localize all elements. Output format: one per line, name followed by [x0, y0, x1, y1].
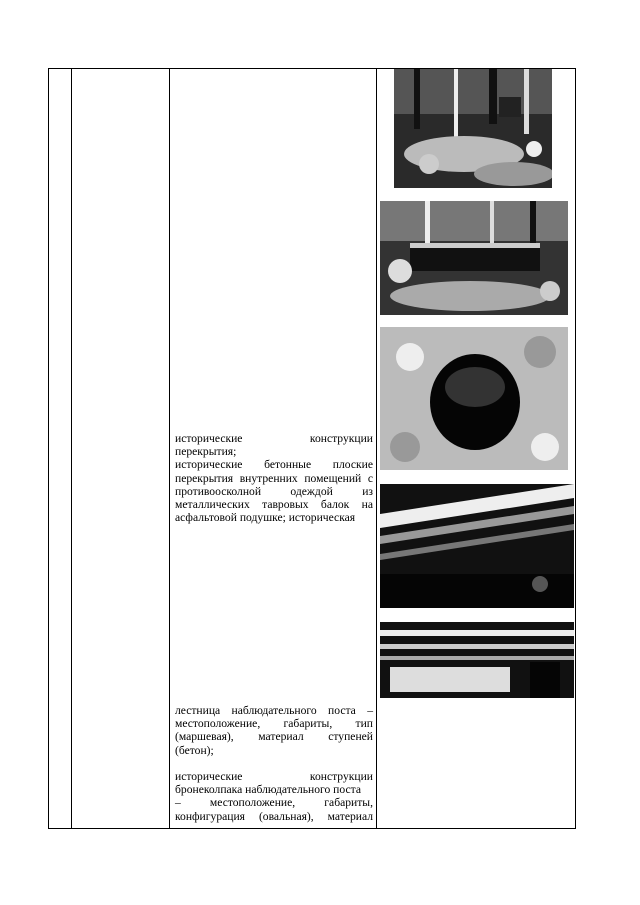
photo-interior-beams [380, 622, 574, 698]
text-line: исторические конструкции [175, 432, 373, 445]
text-block-stairs [175, 704, 373, 757]
table-col-line-5 [575, 68, 576, 829]
text-block-armor-cap [175, 770, 373, 823]
photo-pit-opening [380, 327, 568, 470]
table-col-line-2 [71, 68, 72, 829]
photo-ceiling-beams [380, 484, 574, 608]
text-line: противоосколной одеждой из [175, 484, 373, 498]
text-line: (бетон); [175, 743, 214, 757]
text-line: исторические конструкции [175, 770, 373, 783]
text-line: (маршевая), материал ступеней [175, 730, 373, 744]
table-bottom-border [48, 828, 576, 829]
table-col-line-4 [376, 68, 377, 829]
text-line: асфальтовой подушке; историческая [175, 511, 356, 525]
text-line: металлических тавровых балок на [175, 498, 373, 512]
text-line: лестница наблюдательного поста – [175, 704, 373, 717]
text-line: бронеколпака наблюдательного поста [175, 783, 361, 797]
table-col-line-3 [169, 68, 170, 829]
text-line: перекрытия; [175, 445, 237, 459]
text-line: перекрытия внутренних помещений с [175, 471, 373, 485]
text-block-upper [175, 432, 373, 524]
photo-forest-ruins [380, 201, 568, 315]
photo-forest-path [394, 69, 552, 188]
text-line: конфигурация (овальная), материал [175, 809, 373, 823]
text-line: исторические бетонные плоские [175, 458, 373, 472]
text-line: – местоположение, габариты, [175, 796, 373, 810]
table-col-line-1 [48, 68, 49, 829]
text-line: местоположение, габариты, тип [175, 717, 373, 731]
